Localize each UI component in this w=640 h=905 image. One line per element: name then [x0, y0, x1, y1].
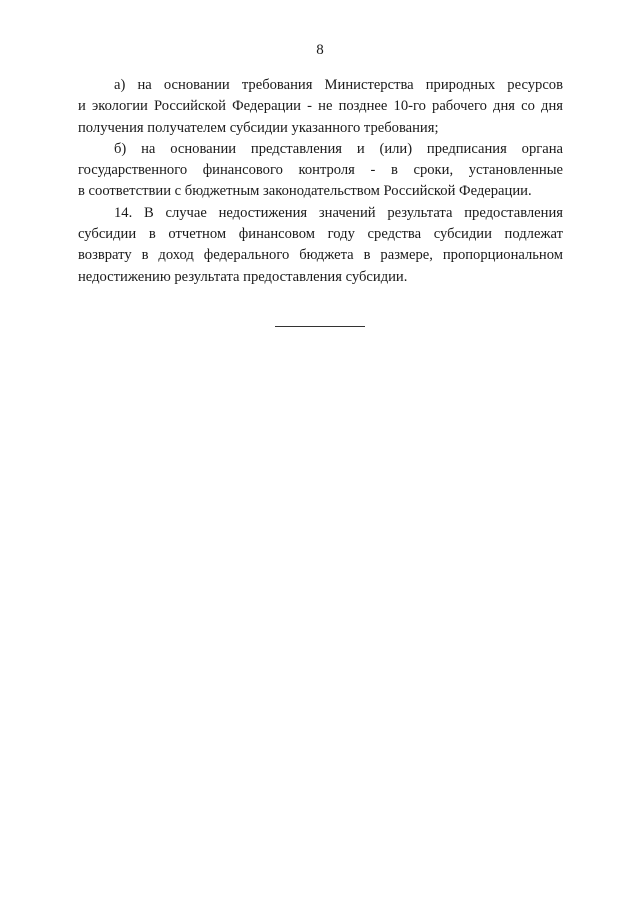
paragraph-b-line-2: государственного финансового контроля - в сроки, установленные	[78, 162, 563, 179]
page-number: 8	[316, 42, 324, 58]
paragraph-14-line-2: субсидии в отчетном финансовом году средства субсидии подлежат	[78, 226, 563, 243]
paragraph-b-line-3: в соответствии с бюджетным законодательством Российской Федерации.	[78, 183, 532, 200]
paragraph-a-line-3: получения получателем субсидии указанного требования;	[78, 119, 439, 136]
paragraph-a-line-1: а) на основании требования Министерства природных ресурсов	[114, 77, 563, 93]
paragraph-14-line-4: недостижению результата предоставления субсидии.	[78, 268, 408, 285]
paragraph-14-line-3: возврату в доход федерального бюджета в размере, пропорциональном	[78, 247, 563, 264]
paragraph-b-line-1: б) на основании представления и (или) предписания органа	[114, 140, 563, 157]
end-separator-line	[275, 326, 365, 327]
document-body	[78, 75, 563, 288]
paragraph-a-line-2: и экологии Российской Федерации - не позднее 10-го рабочего дня со дня	[78, 98, 563, 115]
paragraph-14-line-1: 14. В случае недостижения значений результата предоставления	[114, 204, 563, 221]
